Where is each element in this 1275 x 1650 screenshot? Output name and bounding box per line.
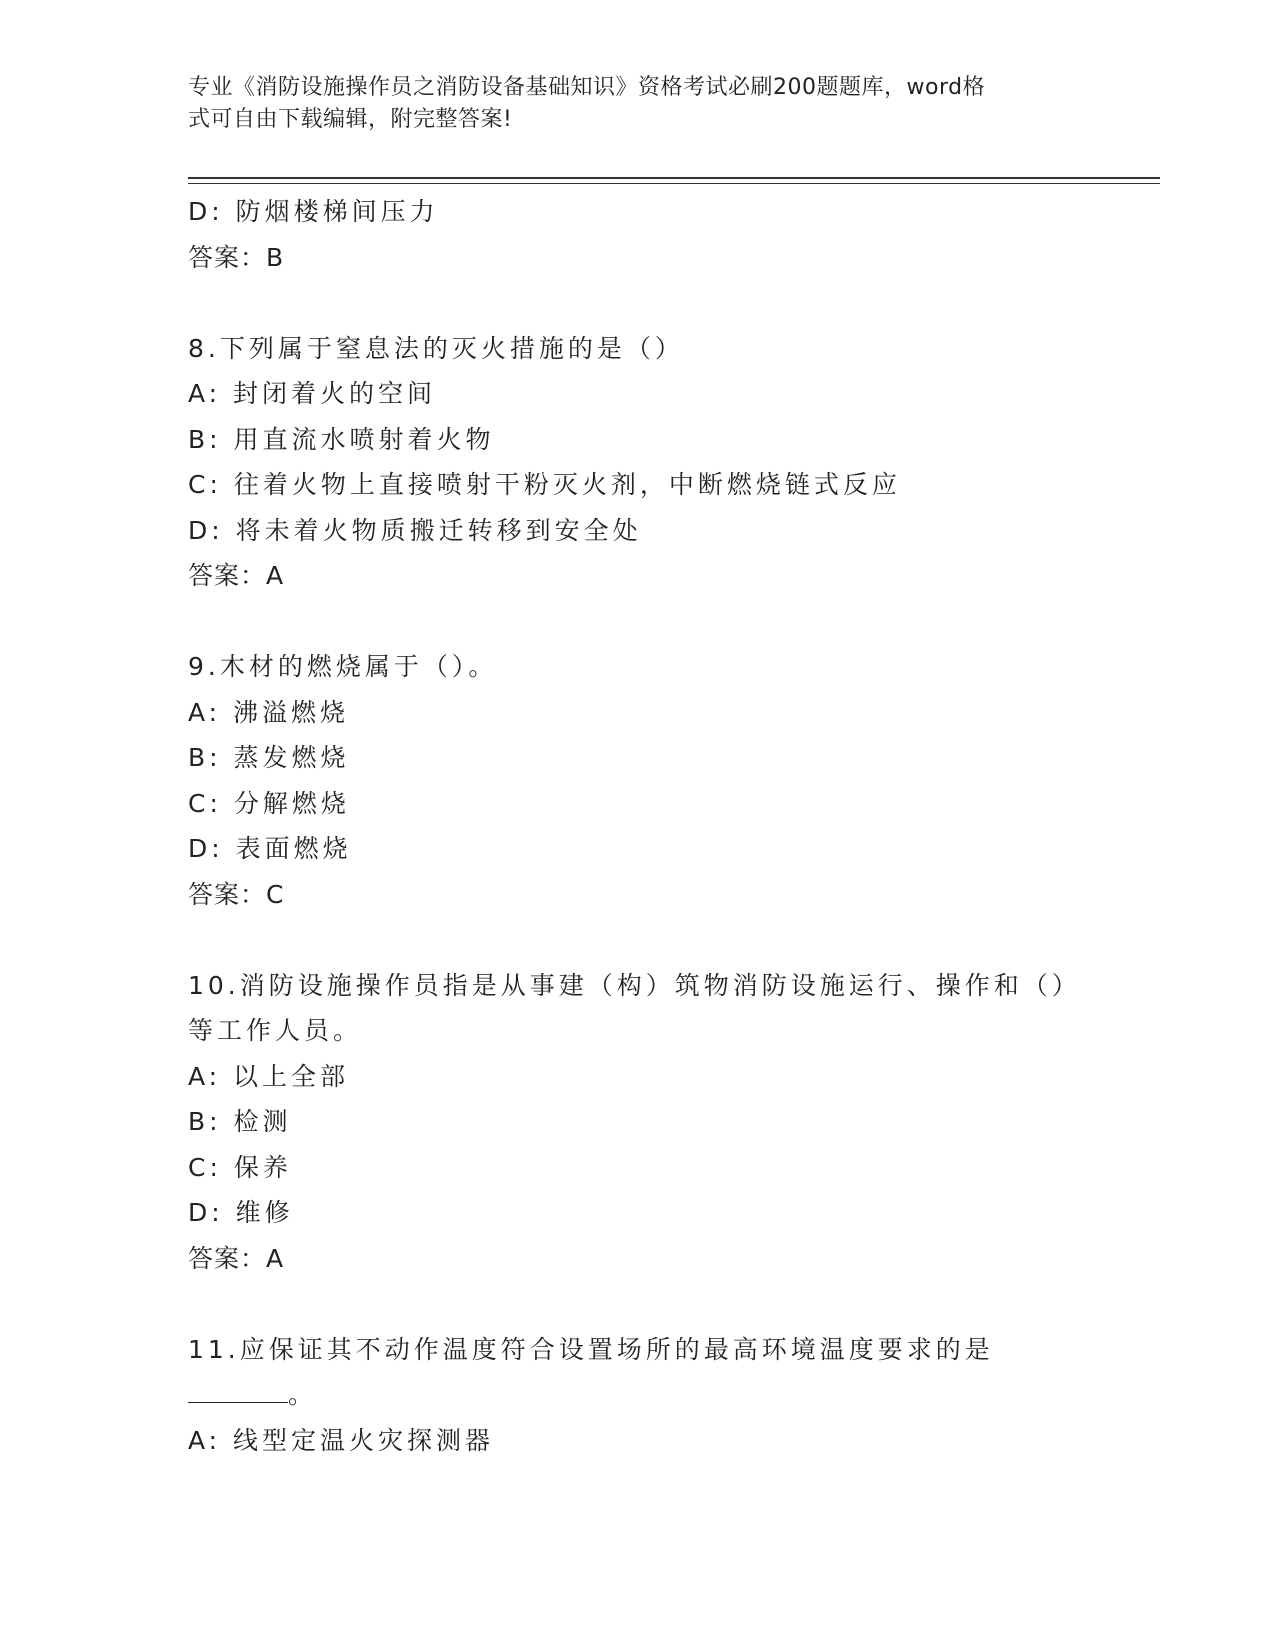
option-d: D: 维修 [188, 1198, 294, 1227]
prev-option-d: D: 防烟楼梯间压力 [188, 197, 439, 226]
spacer [188, 599, 1108, 645]
question-stem: 9.木材的燃烧属于（）。 [188, 652, 498, 681]
spacer [188, 917, 1108, 963]
spacer [188, 280, 1108, 326]
option-b: B: 用直流水喷射着火物 [188, 424, 495, 454]
question-stem: 8.下列属于窒息法的灭火措施的是（） [188, 333, 684, 363]
question-11 [188, 1327, 1108, 1464]
question-stem-line-1: 10.消防设施操作员指是从事建（构）筑物消防设施运行、操作和（） [188, 970, 1081, 1000]
option-b: B: 检测 [188, 1107, 292, 1136]
header-rule-thin [188, 183, 1160, 184]
option-d: D: 表面燃烧 [188, 834, 352, 863]
header-line-1: 专业《消防设施操作员之消防设备基础知识》资格考试必刷200题题库，word格 [188, 75, 986, 100]
question-stem-line-2: 等工作人员。 [188, 1016, 363, 1045]
answer: 答案：A [188, 1243, 285, 1273]
header-line-2: 式可自由下载编辑，附完整答案! [188, 107, 513, 132]
spacer [188, 1281, 1108, 1327]
page-header [188, 72, 1088, 136]
answer: 答案：A [188, 561, 285, 590]
question-stem-line-1: 11.应保证其不动作温度符合设置场所的最高环境温度要求的是 [188, 1334, 994, 1364]
option-c: C: 往着火物上直接喷射干粉灭火剂，中断燃烧链式反应 [188, 470, 901, 499]
option-b: B: 蒸发燃烧 [188, 743, 350, 772]
option-c: C: 分解燃烧 [188, 788, 350, 818]
question-9 [188, 644, 1108, 917]
option-a: A: 线型定温火灾探测器 [188, 1425, 495, 1455]
option-a: A: 封闭着火的空间 [188, 379, 437, 408]
fill-in-blank [188, 1380, 288, 1403]
option-a: A: 沸溢燃烧 [188, 697, 350, 727]
blank-suffix: 。 [288, 1380, 318, 1409]
question-8 [188, 326, 1108, 599]
answer: 答案：C [188, 879, 285, 909]
question-stem-line-2 [188, 1372, 1108, 1418]
question-list [188, 189, 1108, 1463]
header-rule-thick [188, 177, 1160, 179]
option-a: A: 以上全部 [188, 1061, 350, 1091]
prev-answer: 答案：B [188, 242, 285, 272]
option-c: C: 保养 [188, 1152, 292, 1182]
question-10 [188, 963, 1108, 1282]
option-d: D: 将未着火物质搬迁转移到安全处 [188, 515, 642, 545]
